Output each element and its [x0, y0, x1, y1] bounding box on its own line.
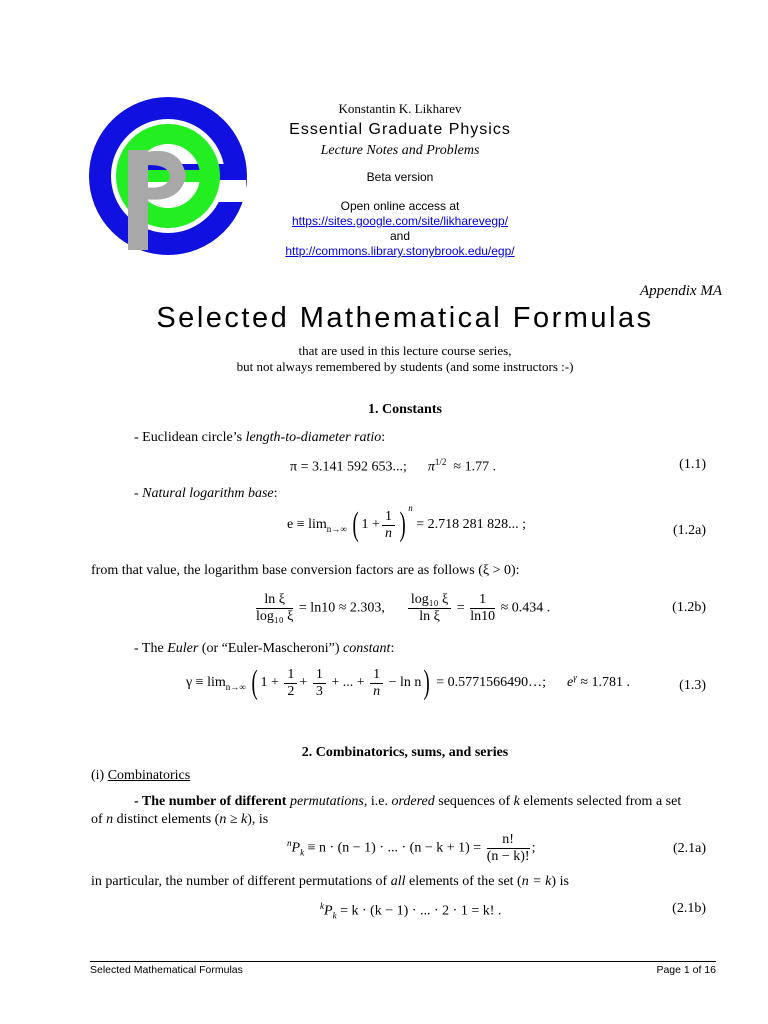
text: ), is: [247, 812, 269, 827]
emph: length-to-diameter ratio: [245, 430, 382, 445]
google-sites-link[interactable]: https://sites.google.com/site/likharevegp/: [291, 214, 509, 228]
emph: n = k: [521, 874, 552, 889]
eq-eval: ≈ 1.781 .: [580, 675, 630, 691]
frac-num: 1: [370, 667, 383, 684]
frac-num: 1: [382, 509, 395, 526]
and-text: and: [389, 229, 411, 243]
eq-lhs: e ≡ lim: [287, 517, 327, 533]
text: (i): [91, 768, 108, 783]
text: :: [273, 486, 278, 501]
emph: k: [513, 794, 520, 809]
frac-den: log₁₀ ξ: [256, 609, 294, 624]
text: sequences of: [434, 794, 514, 809]
access-text: Open online access at: [340, 199, 460, 213]
eq-dots: + ... +: [331, 675, 365, 691]
emph: n ≥ k: [219, 812, 248, 827]
version-label: Beta version: [366, 170, 434, 184]
section-heading-constants: 1. Constants: [368, 402, 442, 417]
emph: Natural logarithm base: [142, 486, 274, 501]
equation-1-1: [290, 457, 496, 476]
emph: constant: [343, 641, 391, 656]
text: - The number of different: [134, 794, 290, 809]
text: elements of the set (: [405, 874, 522, 889]
frac-num: 1: [470, 592, 495, 609]
frac-num: 1: [284, 667, 297, 684]
eq-pre: n: [287, 838, 292, 849]
equation-2-1a: [287, 832, 535, 865]
footer-page-number: Page 1 of 16: [656, 964, 716, 976]
eq-body: = k · (k − 1) · ... · 2 · 1 = k! .: [340, 903, 502, 919]
frac-den: n: [384, 525, 392, 541]
eq-one: 1 +: [260, 675, 279, 691]
eq-label-1-3: (1.3): [679, 678, 706, 693]
frac-num: 1: [313, 667, 326, 684]
text: :: [390, 641, 395, 656]
eq-pre: k: [320, 901, 324, 911]
subsection-title: Combinatorics: [107, 768, 191, 783]
eq-rhs: = 2.718 281 828... ;: [416, 517, 527, 533]
eq-sup: n: [408, 502, 413, 513]
frac-den: ln10: [470, 609, 496, 624]
frac-den: n: [373, 683, 381, 699]
eq-lhs: π = 3.141 592 653...;: [290, 459, 407, 475]
eq-sub: n→∞: [326, 524, 347, 535]
eq-e: e: [567, 675, 574, 691]
frac-den: ln ξ: [419, 609, 440, 624]
equation-2-1b: [320, 901, 501, 920]
text: (or “Euler-Mascheroni”): [198, 641, 343, 656]
text: :: [381, 430, 386, 445]
stonybrook-link[interactable]: http://commons.library.stonybrook.edu/egp/: [285, 244, 515, 258]
constant-item-euler: [134, 641, 394, 657]
eq-lhs: γ ≡ lim: [186, 675, 226, 691]
eq-rhs: = 0.5771566490…;: [436, 675, 547, 691]
conversion-text: from that value, the logarithm base conversion factors are as follows (ξ > 0):: [91, 563, 520, 578]
eq-label-2-1a: (2.1a): [672, 841, 706, 856]
all-permutations-text: [91, 874, 569, 890]
equation-1-3: $\gamma \equiv \lim_{n\to\infty}$ ( 1 + $\frac{1}{2}$ + $\frac{1}{3}$ + ... + $\frac{1}{n}$ − ln n) = 0.5771566490…; $e^\gamma \approx 1.781$ .: [186, 664, 630, 701]
eq-mid: = ln10 ≈ 2.303,: [298, 600, 385, 616]
eq-end: ;: [531, 840, 536, 856]
frac-den: 3: [315, 683, 323, 699]
eq-sup: γ: [573, 672, 577, 683]
eq-end: ≈ 0.434 .: [500, 600, 551, 616]
emph: ordered: [391, 794, 435, 809]
frac-num: log₁₀ ξ: [408, 592, 451, 609]
emph: permutations: [289, 794, 364, 809]
eq-body: ≡ n · (n − 1) · ... · (n − k + 1) =: [307, 840, 482, 856]
emph: Euler: [167, 641, 199, 656]
eq-plus: +: [299, 675, 308, 691]
constant-item-e: [134, 486, 278, 502]
eq-P: P: [324, 903, 333, 919]
eq-pi: π: [427, 459, 435, 475]
text: of: [91, 812, 107, 827]
eq-rhs: ≈ 1.77 .: [453, 459, 497, 475]
author-name: Konstantin K. Likharev: [338, 101, 462, 116]
footer-title: Selected Mathematical Formulas: [90, 964, 243, 976]
intro-line-1: that are used in this lecture course series,: [298, 343, 512, 358]
text: , i.e.: [363, 794, 392, 809]
series-subtitle: Lecture Notes and Problems: [320, 143, 480, 158]
eq-sign: =: [456, 600, 465, 616]
footer-divider: [90, 961, 716, 962]
eq-label-2-1b: (2.1b): [672, 901, 706, 916]
frac-den: 2: [287, 683, 295, 699]
text: distinct elements (: [113, 812, 220, 827]
series-title: Essential Graduate Physics: [289, 121, 511, 138]
frac-den: (n − k)!: [486, 849, 530, 864]
eq-label-1-2b: (1.2b): [672, 600, 706, 615]
frac-num: n!: [487, 832, 530, 849]
eq-P: P: [291, 840, 301, 856]
text: elements selected from a set: [519, 794, 682, 809]
eq-label-1-2a: (1.2a): [672, 523, 706, 538]
frac-num: ln ξ: [256, 592, 293, 609]
intro-line-2: but not always remembered by students (and some instructors :-): [236, 359, 574, 374]
emph: all: [390, 874, 406, 889]
eq-lnn: − ln n: [388, 675, 422, 691]
emph: n: [106, 812, 114, 827]
eq-label-1-1: (1.1): [679, 457, 706, 472]
text: -: [134, 486, 143, 501]
eq-sup: 1/2: [434, 457, 447, 467]
subsection-combinatorics: [91, 768, 190, 784]
page-title: Selected Mathematical Formulas: [156, 302, 654, 334]
text: in particular, the number of different permutations of: [91, 874, 391, 889]
egp-logo: [88, 94, 248, 258]
section-heading-combinatorics: 2. Combinatorics, sums, and series: [301, 745, 509, 760]
equation-1-2a: $e \equiv \lim_{n\to\infty}$ ( 1 + $\frac{1}{n}$ ) $^n$ = 2.718 281 828... ;: [287, 502, 527, 543]
eq-sub: k: [332, 910, 337, 921]
eq-sub: k: [300, 847, 305, 858]
permutations-paragraph-line1: [134, 794, 681, 810]
equation-1-2b: [254, 592, 550, 625]
constant-item-pi: [134, 430, 385, 446]
permutations-paragraph-line2: [91, 812, 268, 828]
appendix-label: Appendix MA: [639, 283, 722, 299]
eq-sub: n→∞: [225, 682, 246, 693]
text: - Euclidean circle’s: [134, 430, 246, 445]
eq-one: 1 +: [361, 517, 380, 533]
text: ) is: [551, 874, 569, 889]
text: - The: [134, 641, 168, 656]
